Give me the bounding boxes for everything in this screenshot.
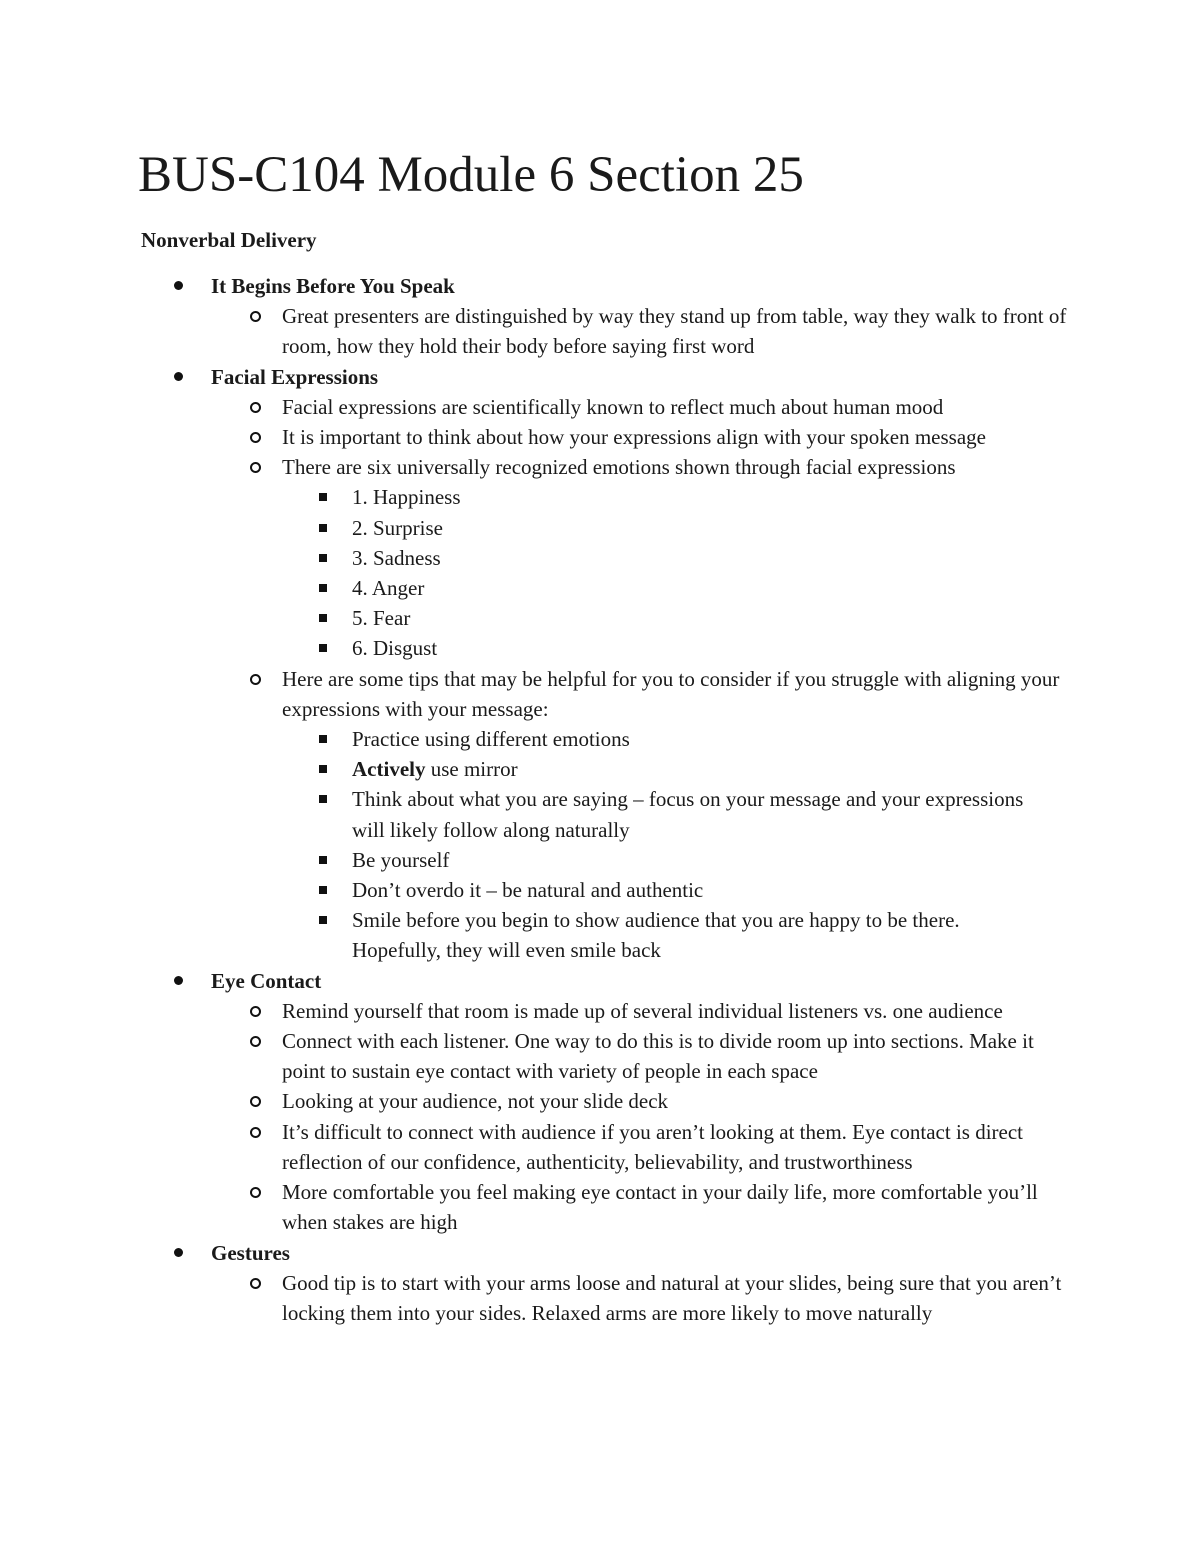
topic-label: It Begins Before You Speak	[211, 274, 455, 298]
topic-label: Facial Expressions	[211, 364, 379, 389]
point-text: Looking at your audience, not your slide deck	[282, 1089, 669, 1114]
point-list	[282, 996, 1072, 1238]
filled-circle-bullet-icon	[174, 1248, 183, 1257]
square-bullet-icon	[319, 554, 327, 562]
subpoint-text: 2. Surprise	[352, 515, 443, 540]
subpoint-item	[352, 603, 1052, 633]
subpoint-text: 6. Disgust	[352, 636, 438, 661]
section-heading: Nonverbal Delivery	[141, 228, 317, 252]
square-bullet-icon	[319, 735, 327, 743]
subpoint-text: 3. Sadness	[352, 545, 441, 570]
point-item	[282, 1086, 1072, 1116]
hollow-circle-bullet-icon	[250, 1096, 261, 1107]
point-item	[282, 1117, 1072, 1177]
hollow-circle-bullet-icon	[250, 1127, 261, 1138]
hollow-circle-bullet-icon	[250, 402, 261, 413]
subpoint-list	[352, 724, 1052, 966]
square-bullet-icon	[319, 856, 327, 864]
point-text: Good tip is to start with your arms loose and natural at your slides, being sure that you aren’t locking them into your sides. Relaxed arms are more likely to move naturally	[282, 1270, 1062, 1325]
square-bullet-icon	[319, 886, 327, 894]
hollow-circle-bullet-icon	[250, 462, 261, 473]
subpoint-item	[352, 543, 1052, 573]
point-text: It’s difficult to connect with audience if you aren’t looking at them. Eye contact is direct reflection of our confidence, authenticity, believability, and trustworthiness	[282, 1119, 1023, 1174]
subpoint-text: Actively use mirror	[352, 757, 518, 782]
subpoint-text: Be yourself	[352, 847, 450, 872]
subpoint-item	[352, 754, 1052, 784]
square-bullet-icon	[319, 524, 327, 532]
subpoint-text: Practice using different emotions	[352, 727, 630, 752]
point-text: Here are some tips that may be helpful for you to consider if you struggle with aligning your expressions with your message:	[282, 666, 1060, 721]
subpoint-text: 5. Fear	[352, 606, 411, 631]
point-item	[282, 1268, 1072, 1328]
subpoint-text: Don’t overdo it – be natural and authentic	[352, 878, 704, 903]
point-item	[282, 996, 1072, 1026]
filled-circle-bullet-icon	[174, 372, 183, 381]
subpoint-text: Smile before you begin to show audience that you are happy to be there. Hopefully, they will even smile back	[352, 908, 960, 963]
point-item	[282, 664, 1072, 966]
point-item	[282, 1026, 1072, 1086]
square-bullet-icon	[319, 916, 327, 924]
subpoint-item	[352, 875, 1052, 905]
subpoint-text: Think about what you are saying – focus on your message and your expressions will likely follow along naturally	[352, 787, 1024, 842]
filled-circle-bullet-icon	[174, 281, 183, 290]
topic-item	[211, 271, 1071, 362]
topic-list	[211, 271, 1071, 1328]
point-text: It is important to think about how your expressions align with your spoken message	[282, 425, 986, 450]
subpoint-item	[352, 845, 1052, 875]
subpoint-item	[352, 905, 1052, 965]
topic-label: Gestures	[211, 1240, 290, 1265]
hollow-circle-bullet-icon	[250, 432, 261, 443]
topic-item	[211, 1238, 1071, 1329]
subpoint-text: 4. Anger	[352, 576, 425, 601]
square-bullet-icon	[319, 765, 327, 773]
point-item	[282, 452, 1072, 663]
point-item	[282, 301, 1072, 361]
hollow-circle-bullet-icon	[250, 1036, 261, 1047]
square-bullet-icon	[319, 644, 327, 652]
subpoint-item	[352, 513, 1052, 543]
hollow-circle-bullet-icon	[250, 311, 261, 322]
point-list	[282, 301, 1072, 361]
hollow-circle-bullet-icon	[250, 1006, 261, 1017]
square-bullet-icon	[319, 614, 327, 622]
subpoint-list	[352, 482, 1052, 663]
square-bullet-icon	[319, 493, 327, 501]
hollow-circle-bullet-icon	[250, 1278, 261, 1289]
hollow-circle-bullet-icon	[250, 674, 261, 685]
subpoint-item	[352, 784, 1052, 844]
page-title: BUS-C104 Module 6 Section 25	[138, 147, 804, 203]
point-list	[282, 1268, 1072, 1328]
point-text: Remind yourself that room is made up of several individual listeners vs. one audience	[282, 998, 1003, 1023]
subpoint-item	[352, 633, 1052, 663]
point-text: Facial expressions are scientifically known to reflect much about human mood	[282, 394, 944, 419]
point-item	[282, 1177, 1072, 1237]
topic-item	[211, 362, 1071, 966]
square-bullet-icon	[319, 795, 327, 803]
subpoint-text: 1. Happiness	[352, 485, 461, 510]
topic-item	[211, 966, 1071, 1238]
point-text: More comfortable you feel making eye contact in your daily life, more comfortable you’ll when stakes are high	[282, 1180, 1038, 1235]
point-text: Connect with each listener. One way to do this is to divide room up into sections. Make it point to sustain eye contact with variety of people in each space	[282, 1029, 1034, 1084]
filled-circle-bullet-icon	[174, 976, 183, 985]
point-list	[282, 392, 1072, 966]
point-item	[282, 392, 1072, 422]
subpoint-item	[352, 482, 1052, 512]
point-item	[282, 422, 1072, 452]
subpoint-item	[352, 724, 1052, 754]
hollow-circle-bullet-icon	[250, 1187, 261, 1198]
point-text: There are six universally recognized emotions shown through facial expressions	[282, 455, 956, 480]
subpoint-item	[352, 573, 1052, 603]
point-text: Great presenters are distinguished by way they stand up from table, way they walk to front of room, how they hold their body before saying first word	[282, 304, 1067, 359]
topic-label: Eye Contact	[211, 968, 322, 993]
square-bullet-icon	[319, 584, 327, 592]
emphasis-text: Actively	[352, 757, 426, 782]
